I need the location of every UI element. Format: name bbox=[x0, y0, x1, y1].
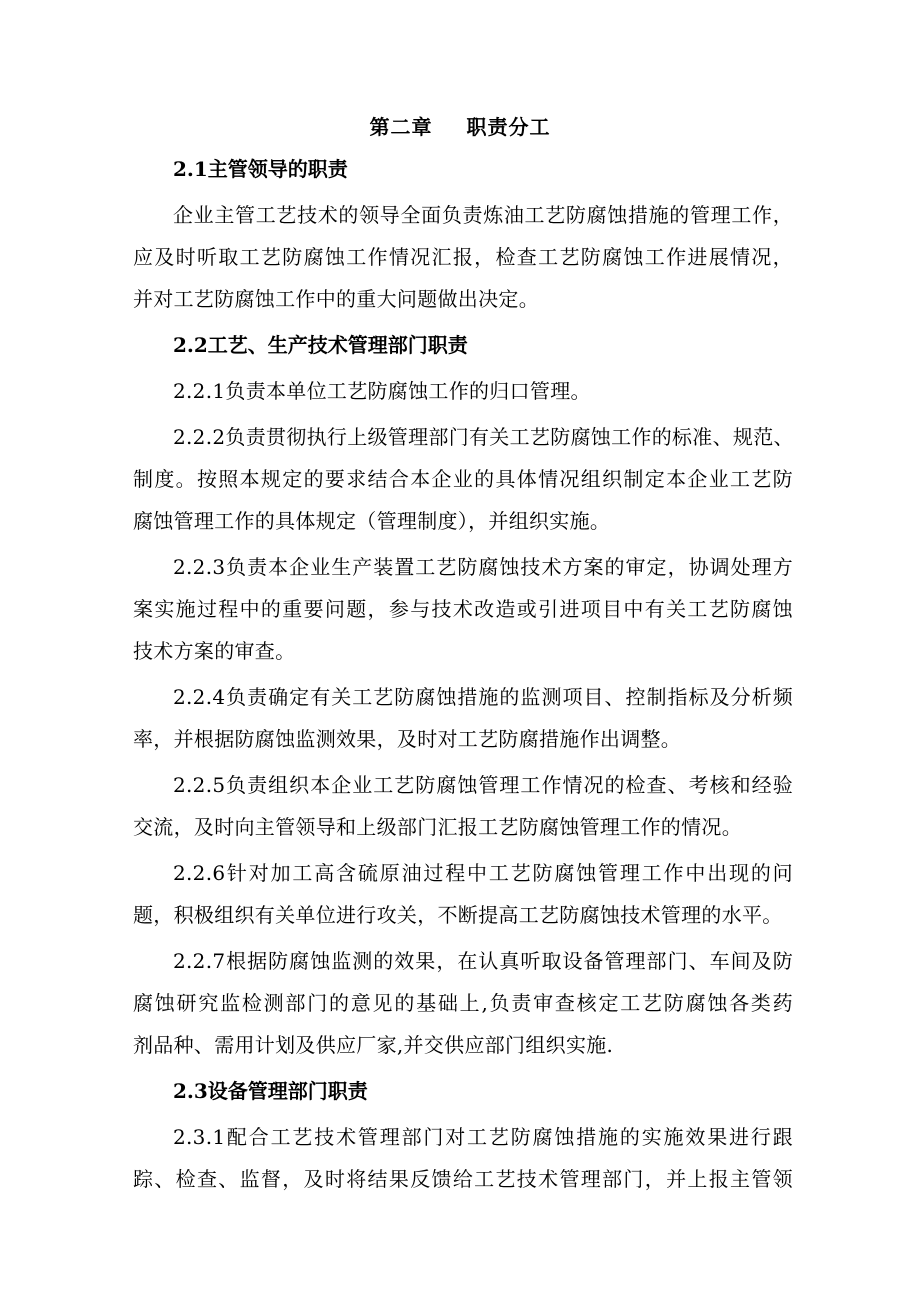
paragraph-2-1 bbox=[133, 194, 793, 320]
chapter-title bbox=[0, 112, 920, 142]
paragraph-2-2-3 bbox=[133, 546, 793, 672]
text-line: 踪、检查、监督，及时将结果反馈给工艺技术管理部门，并上报主管领 bbox=[133, 1167, 793, 1191]
document-body bbox=[133, 148, 793, 1204]
text-line: 交流，及时向主管领导和上级部门汇报工艺防腐蚀管理工作的情况。 bbox=[133, 815, 742, 839]
text-line: 2.2.5负责组织本企业工艺防腐蚀管理工作情况的检查、考核和经验 bbox=[173, 773, 793, 797]
paragraph-2-2-6 bbox=[133, 852, 793, 936]
paragraph-2-2-2 bbox=[133, 416, 793, 542]
text-line: 制度。按照本规定的要求结合本企业的具体情况组织制定本企业工艺防 bbox=[133, 467, 793, 491]
text-line: 企业主管工艺技术的领导全面负责炼油工艺防腐蚀措施的管理工作， bbox=[173, 203, 793, 227]
paragraph-2-3-1 bbox=[133, 1116, 793, 1200]
text-line: 2.2.6针对加工高含硫原油过程中工艺防腐蚀管理工作中出现的问 bbox=[173, 861, 793, 885]
chapter-number: 第二章 bbox=[369, 115, 433, 139]
text-line: 腐蚀管理工作的具体规定（管理制度），并组织实施。 bbox=[133, 509, 611, 533]
paragraph-2-2-5 bbox=[133, 764, 793, 848]
text-line: 2.2.1负责本单位工艺防腐蚀工作的归口管理。 bbox=[173, 379, 591, 403]
section-heading-2-3: 2.3设备管理部门职责 bbox=[173, 1079, 368, 1103]
text-line: 2.3.1配合工艺技术管理部门对工艺防腐蚀措施的实施效果进行跟 bbox=[173, 1125, 793, 1149]
section-heading-2-1: 2.1主管领导的职责 bbox=[173, 157, 348, 181]
text-line: 2.2.7根据防腐蚀监测的效果，在认真听取设备管理部门、车间及防 bbox=[173, 949, 793, 973]
paragraph-2-2-4 bbox=[133, 676, 793, 760]
text-line: 2.2.2负责贯彻执行上级管理部门有关工艺防腐蚀工作的标准、规范、 bbox=[173, 425, 794, 449]
chapter-name: 职责分工 bbox=[466, 115, 551, 139]
text-line: 并对工艺防腐蚀工作中的重大问题做出决定。 bbox=[133, 287, 539, 311]
paragraph-2-2-7 bbox=[133, 940, 793, 1066]
text-line: 2.2.4负责确定有关工艺防腐蚀措施的监测项目、控制指标及分析频 bbox=[173, 685, 793, 709]
text-line: 腐蚀研究监检测部门的意见的基础上,负责审查核定工艺防腐蚀各类药 bbox=[133, 991, 793, 1015]
text-line: 剂品种、需用计划及供应厂家,并交供应部门组织实施. bbox=[133, 1033, 614, 1057]
text-line: 应及时听取工艺防腐蚀工作情况汇报，检查工艺防腐蚀工作进展情况， bbox=[133, 245, 793, 269]
text-line: 率，并根据防腐蚀监测效果，及时对工艺防腐措施作出调整。 bbox=[133, 727, 682, 751]
text-line: 案实施过程中的重要问题，参与技术改造或引进项目中有关工艺防腐蚀 bbox=[133, 597, 793, 621]
paragraph-2-2-1 bbox=[133, 370, 793, 412]
section-heading-2-2: 2.2工艺、生产技术管理部门职责 bbox=[173, 333, 468, 357]
text-line: 2.2.3负责本企业生产装置工艺防腐蚀技术方案的审定，协调处理方 bbox=[173, 555, 793, 579]
text-line: 技术方案的审查。 bbox=[133, 639, 296, 663]
text-line: 题，积极组织有关单位进行攻关，不断提高工艺防腐蚀技术管理的水平。 bbox=[133, 903, 783, 927]
